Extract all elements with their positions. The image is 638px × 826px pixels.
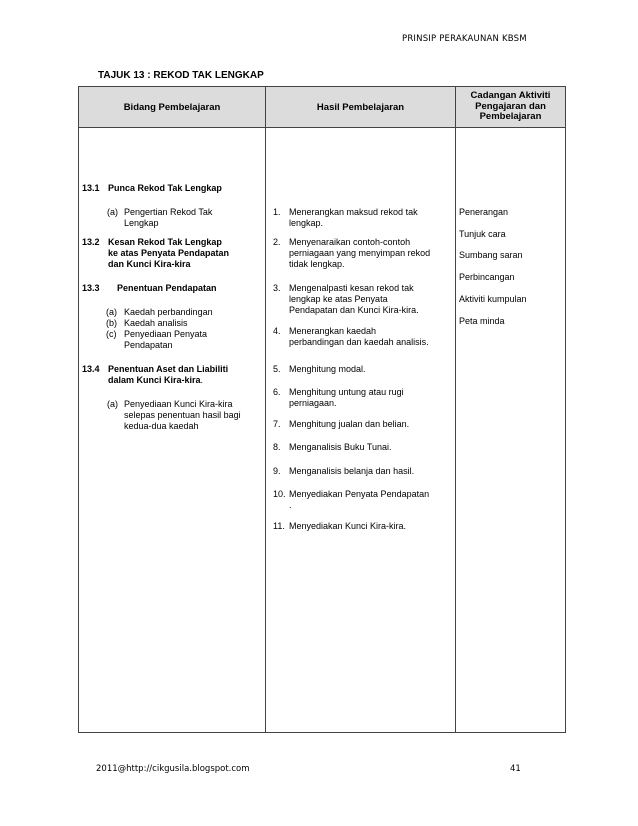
hasil-11-line1: Menyediakan Kunci Kira-kira.: [289, 521, 407, 531]
aktiviti-cell: [456, 128, 566, 733]
hasil-2-line1: Menyenaraikan contoh-contoh: [289, 237, 411, 247]
table-body-row: [79, 128, 566, 733]
s4-line2-period: .: [200, 375, 204, 385]
hasil-11-number: 11.: [273, 521, 285, 531]
s4a-line3: kedua-dua kaedah: [124, 421, 199, 431]
s1a-line1: Pengertian Rekod Tak: [124, 207, 213, 217]
hasil-1-number: 1.: [273, 207, 281, 217]
hasil-5-line1: Menghitung modal.: [289, 364, 366, 374]
running-header: PRINSIP PERAKAUNAN KBSM: [402, 34, 527, 44]
s2-line1: Kesan Rekod Tak Lengkap: [108, 237, 222, 247]
hasil-6-line2: perniagaan.: [289, 398, 337, 408]
s1-title: Punca Rekod Tak Lengkap: [108, 183, 222, 193]
hasil-7-number: 7.: [273, 419, 281, 429]
header-hasil: Hasil Pembelajaran: [266, 87, 456, 128]
s4-line2-wrap: [108, 375, 203, 386]
footer-source: 2011@http://cikgusila.blogspot.com: [96, 764, 250, 774]
hasil-10-number: 10.: [273, 489, 286, 499]
s4a-marker: (a): [107, 399, 118, 409]
aktiviti-1: Penerangan: [459, 207, 509, 217]
hasil-5-number: 5.: [273, 364, 281, 374]
hasil-2-line2: perniagaan yang menyimpan rekod: [289, 248, 431, 258]
hasil-9-line1: Menganalisis belanja dan hasil.: [289, 466, 415, 476]
hasil-3-line1: Mengenalpasti kesan rekod tak: [289, 283, 414, 293]
s4-line1: Penentuan Aset dan Liabiliti: [108, 364, 229, 374]
s4a-line1: Penyediaan Kunci Kira-kira: [124, 399, 233, 409]
aktiviti-3: Sumbang saran: [459, 250, 523, 260]
curriculum-table: [78, 86, 566, 733]
s1a-marker: (a): [107, 207, 118, 217]
s3c-line1: Penyediaan Penyata: [124, 329, 208, 339]
s1-number: 13.1: [82, 183, 100, 193]
hasil-7-line1: Menghitung jualan dan belian.: [289, 419, 410, 429]
header-bidang: Bidang Pembelajaran: [79, 87, 266, 128]
hasil-6-line1: Menghitung untung atau rugi: [289, 387, 404, 397]
s4-number: 13.4: [82, 364, 100, 374]
header-cadangan-line3: Pembelajaran: [479, 111, 542, 123]
s3c-line2: Pendapatan: [124, 340, 173, 350]
header-cadangan-line2: Pengajaran dan: [475, 100, 546, 112]
header-cadangan: [456, 87, 566, 128]
s3b-marker: (b): [106, 318, 117, 328]
hasil-4-number: 4.: [273, 326, 281, 336]
hasil-4-line2: perbandingan dan kaedah analisis.: [289, 337, 429, 347]
page-number: 41: [510, 764, 521, 774]
s4-line2: dalam Kunci Kira-kira: [108, 375, 201, 385]
hasil-10-line1: Menyediakan Penyata Pendapatan: [289, 489, 430, 499]
s1a-line2: Lengkap: [124, 218, 159, 228]
bidang-cell: [79, 128, 266, 733]
hasil-cell: [266, 128, 456, 733]
aktiviti-4: Perbincangan: [459, 272, 515, 282]
s3c-marker: (c): [106, 329, 117, 339]
hasil-2-number: 2.: [273, 237, 281, 247]
aktiviti-2: Tunjuk cara: [459, 229, 506, 239]
hasil-9-number: 9.: [273, 466, 281, 476]
hasil-4-line1: Menerangkan kaedah: [289, 326, 377, 336]
table-header-row: [79, 87, 566, 128]
s3b-text: Kaedah analisis: [124, 318, 188, 328]
hasil-3-line2: lengkap ke atas Penyata: [289, 294, 388, 304]
hasil-10-line2: .: [289, 500, 292, 510]
aktiviti-5: Aktiviti kumpulan: [459, 294, 527, 304]
hasil-3-number: 3.: [273, 283, 281, 293]
s2-line3: dan Kunci Kira-kira: [108, 259, 191, 269]
hasil-8-line1: Menganalisis Buku Tunai.: [289, 442, 392, 452]
s3a-text: Kaedah perbandingan: [124, 307, 213, 317]
hasil-1-line2: lengkap.: [289, 218, 324, 228]
hasil-1-line1: Menerangkan maksud rekod tak: [289, 207, 418, 217]
page-title: TAJUK 13 : REKOD TAK LENGKAP: [98, 70, 264, 81]
hasil-3-line3: Pendapatan dan Kunci Kira-kira.: [289, 305, 419, 315]
hasil-2-line3: tidak lengkap.: [289, 259, 345, 269]
s3-title: Penentuan Pendapatan: [117, 283, 217, 293]
hasil-6-number: 6.: [273, 387, 281, 397]
header-cadangan-line1: Cadangan Aktiviti: [470, 89, 551, 101]
s2-line2: ke atas Penyata Pendapatan: [108, 248, 230, 258]
aktiviti-6: Peta minda: [459, 316, 505, 326]
s3a-marker: (a): [106, 307, 117, 317]
s3-number: 13.3: [82, 283, 100, 293]
s4a-line2: selepas penentuan hasil bagi: [124, 410, 241, 420]
s2-number: 13.2: [82, 237, 100, 247]
hasil-8-number: 8.: [273, 442, 281, 452]
